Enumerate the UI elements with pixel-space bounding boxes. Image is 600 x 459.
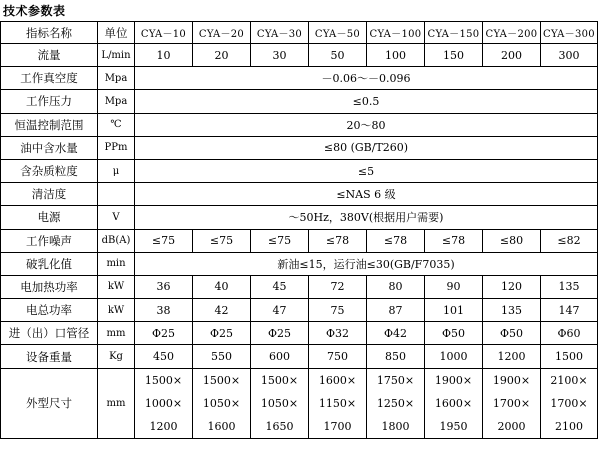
merged-value-cell: 新油≤15，运行油≤30(GB/F7035) bbox=[135, 252, 598, 275]
row-unit-cell: dB(A) bbox=[98, 229, 135, 252]
row-unit-cell: μ bbox=[98, 159, 135, 182]
table-row bbox=[1, 44, 598, 67]
dimension-cell bbox=[309, 368, 367, 438]
dimension-line: 2100× bbox=[550, 373, 588, 387]
model-header-cell: CYA－200 bbox=[483, 22, 541, 44]
value-cell: 147 bbox=[541, 299, 598, 322]
model-header-cell: CYA－30 bbox=[251, 22, 309, 44]
row-unit-cell bbox=[98, 183, 135, 206]
value-cell: 600 bbox=[251, 345, 309, 368]
value-cell: 1500 bbox=[541, 345, 598, 368]
row-label-cell: 恒温控制范围 bbox=[1, 113, 98, 136]
row-label-cell: 清洁度 bbox=[1, 183, 98, 206]
value-cell: 120 bbox=[483, 275, 541, 298]
row-label-cell: 油中含水量 bbox=[1, 136, 98, 159]
page-title: 技术参数表 bbox=[3, 4, 66, 18]
value-cell: 850 bbox=[367, 345, 425, 368]
value-cell: ≤75 bbox=[193, 229, 251, 252]
merged-value-cell: －0.06～－0.096 bbox=[135, 67, 598, 90]
value-cell: Φ60 bbox=[541, 322, 598, 345]
value-cell: 550 bbox=[193, 345, 251, 368]
dimension-line: 1700 bbox=[323, 419, 352, 433]
dimension-line: 1600 bbox=[207, 419, 236, 433]
row-label-cell: 电源 bbox=[1, 206, 98, 229]
dimension-cell bbox=[251, 368, 309, 438]
merged-value-cell: ≤0.5 bbox=[135, 90, 598, 113]
merged-value-cell: ～50Hz，380V(根据用户需要) bbox=[135, 206, 598, 229]
dimension-line: 1700× bbox=[550, 396, 588, 410]
table-row bbox=[1, 322, 598, 345]
dimension-line: 1200 bbox=[149, 419, 178, 433]
dimension-cell bbox=[541, 368, 598, 438]
table-row bbox=[1, 67, 598, 90]
spec-table bbox=[0, 21, 598, 439]
dimension-cell bbox=[425, 368, 483, 438]
row-unit-cell: L/min bbox=[98, 44, 135, 67]
merged-value-cell: ≤5 bbox=[135, 159, 598, 182]
value-cell: 36 bbox=[135, 275, 193, 298]
value-cell: ≤80 bbox=[483, 229, 541, 252]
header-label-cell: 指标名称 bbox=[1, 22, 98, 44]
value-cell: 300 bbox=[541, 44, 598, 67]
dimensions-row bbox=[1, 368, 598, 438]
row-unit-cell: Mpa bbox=[98, 90, 135, 113]
dimension-line: 1950 bbox=[439, 419, 468, 433]
row-label-cell: 工作压力 bbox=[1, 90, 98, 113]
value-cell: Φ25 bbox=[193, 322, 251, 345]
dimension-line: 1050× bbox=[202, 396, 241, 410]
row-label-cell: 电加热功率 bbox=[1, 275, 98, 298]
dimension-line: 1800 bbox=[381, 419, 410, 433]
value-cell: ≤78 bbox=[309, 229, 367, 252]
row-unit-cell: mm bbox=[98, 368, 135, 438]
value-cell: 135 bbox=[483, 299, 541, 322]
value-cell: ≤78 bbox=[367, 229, 425, 252]
table-row bbox=[1, 299, 598, 322]
table-row bbox=[1, 206, 598, 229]
value-cell: Φ25 bbox=[251, 322, 309, 345]
value-cell: 1200 bbox=[483, 345, 541, 368]
dimension-line: 1500× bbox=[144, 373, 183, 387]
value-cell: 42 bbox=[193, 299, 251, 322]
value-cell: 45 bbox=[251, 275, 309, 298]
table-row bbox=[1, 183, 598, 206]
row-label-cell: 含杂质粒度 bbox=[1, 159, 98, 182]
model-header-cell: CYA－50 bbox=[309, 22, 367, 44]
row-label-cell: 工作噪声 bbox=[1, 229, 98, 252]
table-row bbox=[1, 90, 598, 113]
value-cell: 75 bbox=[309, 299, 367, 322]
table-row bbox=[1, 345, 598, 368]
table-row bbox=[1, 252, 598, 275]
value-cell: 38 bbox=[135, 299, 193, 322]
dimension-line: 1650 bbox=[265, 419, 294, 433]
value-cell: 10 bbox=[135, 44, 193, 67]
table-row bbox=[1, 229, 598, 252]
value-cell: 80 bbox=[367, 275, 425, 298]
dimension-line: 1750× bbox=[376, 373, 415, 387]
value-cell: 50 bbox=[309, 44, 367, 67]
value-cell: 72 bbox=[309, 275, 367, 298]
value-cell: 100 bbox=[367, 44, 425, 67]
value-cell: 1000 bbox=[425, 345, 483, 368]
row-unit-cell: min bbox=[98, 252, 135, 275]
model-header-cell: CYA－100 bbox=[367, 22, 425, 44]
row-unit-cell: kW bbox=[98, 275, 135, 298]
dimension-line: 1050× bbox=[260, 396, 299, 410]
row-unit-cell: Mpa bbox=[98, 67, 135, 90]
value-cell: ≤78 bbox=[425, 229, 483, 252]
dimension-line: 1600× bbox=[434, 396, 473, 410]
dimension-line: 1900× bbox=[434, 373, 473, 387]
dimension-line: 1000× bbox=[144, 396, 183, 410]
value-cell: Φ42 bbox=[367, 322, 425, 345]
value-cell: Φ32 bbox=[309, 322, 367, 345]
row-label-cell: 设备重量 bbox=[1, 345, 98, 368]
dimension-line: 1500× bbox=[202, 373, 241, 387]
header-unit-cell: 单位 bbox=[98, 22, 135, 44]
row-unit-cell: mm bbox=[98, 322, 135, 345]
row-unit-cell: Kg bbox=[98, 345, 135, 368]
dimension-cell bbox=[483, 368, 541, 438]
value-cell: 30 bbox=[251, 44, 309, 67]
value-cell: 101 bbox=[425, 299, 483, 322]
spec-table-body bbox=[1, 22, 598, 439]
row-unit-cell: ℃ bbox=[98, 113, 135, 136]
dimension-line: 1250× bbox=[376, 396, 415, 410]
row-unit-cell: PPm bbox=[98, 136, 135, 159]
table-row bbox=[1, 275, 598, 298]
table-row bbox=[1, 159, 598, 182]
dimension-cell bbox=[135, 368, 193, 438]
row-label-cell: 外型尺寸 bbox=[1, 368, 98, 438]
header-row bbox=[1, 22, 598, 44]
value-cell: 750 bbox=[309, 345, 367, 368]
table-row bbox=[1, 113, 598, 136]
merged-value-cell: 20～80 bbox=[135, 113, 598, 136]
row-label-cell: 电总功率 bbox=[1, 299, 98, 322]
value-cell: 450 bbox=[135, 345, 193, 368]
value-cell: 90 bbox=[425, 275, 483, 298]
model-header-cell: CYA－10 bbox=[135, 22, 193, 44]
model-header-cell: CYA－20 bbox=[193, 22, 251, 44]
dimension-cell bbox=[367, 368, 425, 438]
dimension-line: 1150× bbox=[318, 396, 357, 410]
value-cell: 135 bbox=[541, 275, 598, 298]
value-cell: 40 bbox=[193, 275, 251, 298]
row-label-cell: 破乳化值 bbox=[1, 252, 98, 275]
dimension-line: 2100 bbox=[555, 419, 583, 433]
value-cell: 200 bbox=[483, 44, 541, 67]
value-cell: 87 bbox=[367, 299, 425, 322]
dimension-line: 1500× bbox=[260, 373, 299, 387]
value-cell: Φ50 bbox=[483, 322, 541, 345]
value-cell: ≤75 bbox=[135, 229, 193, 252]
table-row bbox=[1, 136, 598, 159]
row-label-cell: 工作真空度 bbox=[1, 67, 98, 90]
dimension-line: 1700× bbox=[492, 396, 531, 410]
row-unit-cell: V bbox=[98, 206, 135, 229]
merged-value-cell: ≤NAS 6 级 bbox=[135, 183, 598, 206]
value-cell: Φ50 bbox=[425, 322, 483, 345]
value-cell: 20 bbox=[193, 44, 251, 67]
model-header-cell: CYA－150 bbox=[425, 22, 483, 44]
row-unit-cell: kW bbox=[98, 299, 135, 322]
dimension-line: 1600× bbox=[318, 373, 357, 387]
row-label-cell: 流量 bbox=[1, 44, 98, 67]
value-cell: ≤75 bbox=[251, 229, 309, 252]
dimension-cell bbox=[193, 368, 251, 438]
value-cell: 47 bbox=[251, 299, 309, 322]
dimension-line: 2000 bbox=[497, 419, 526, 433]
value-cell: ≤82 bbox=[541, 229, 598, 252]
dimension-line: 1900× bbox=[492, 373, 531, 387]
merged-value-cell: ≤80 (GB/T260) bbox=[135, 136, 598, 159]
model-header-cell: CYA－300 bbox=[541, 22, 598, 44]
row-label-cell: 进（出）口管径 bbox=[1, 322, 98, 345]
value-cell: Φ25 bbox=[135, 322, 193, 345]
value-cell: 150 bbox=[425, 44, 483, 67]
